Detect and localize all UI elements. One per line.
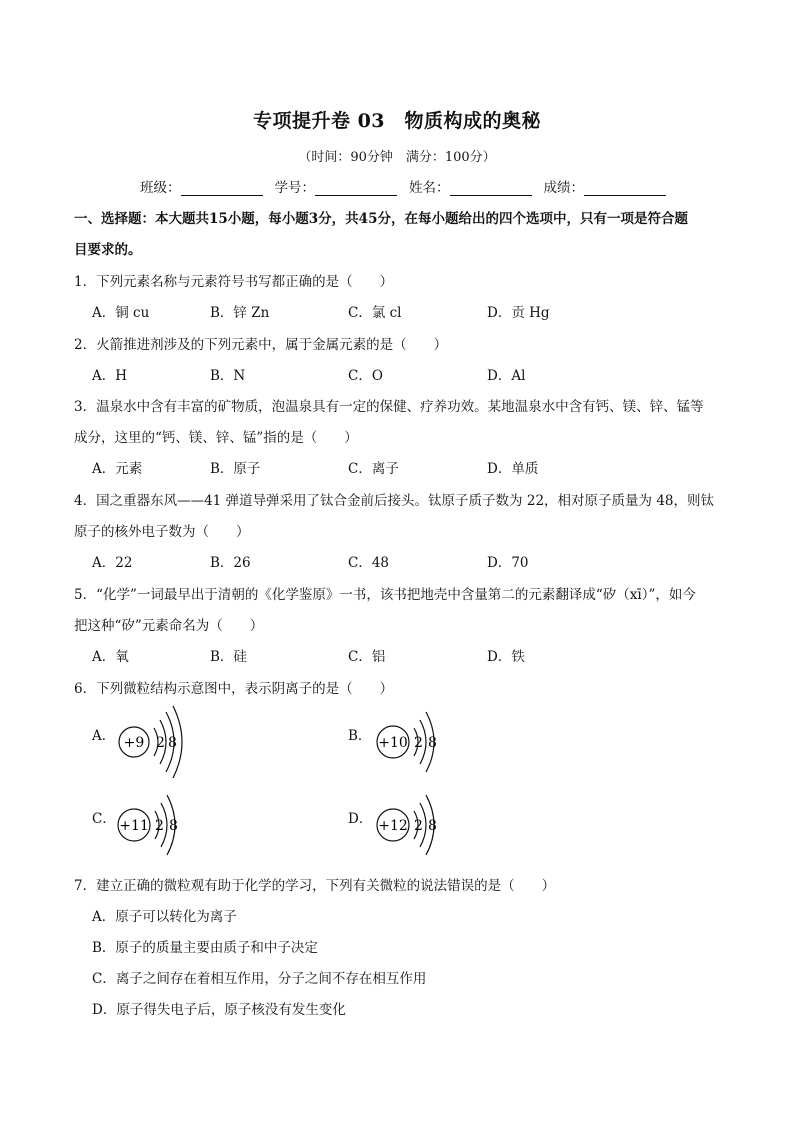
atom-diagram-a — [92, 706, 192, 778]
q2-option-c[interactable]: C．O — [348, 368, 383, 384]
question-4-line2: 原子的核外电子数为（ ） — [74, 524, 250, 540]
page-title: 专项提升卷 03 物质构成的奥秘 — [252, 110, 542, 132]
q2-option-d[interactable]: D．Al — [487, 368, 526, 384]
question-5-line2: 把这种“矽”元素命名为（ ） — [74, 618, 264, 634]
question-4-line1: 4．国之重器东风——41 弹道导弹采用了钛合金前后接头。钛原子质子数为 22，相对原子质量为 48，则钛 — [74, 493, 714, 509]
student-no-label: 学号： — [274, 180, 315, 196]
question-3-line2: 成分，这里的“钙、镁、锌、锰”指的是（ ） — [74, 430, 358, 446]
q3-option-c[interactable]: C．离子 — [348, 461, 399, 477]
electron-shell-2: 8 — [168, 735, 177, 751]
q6-option-c[interactable] — [92, 789, 202, 861]
electron-shell-1: 2 — [155, 818, 164, 834]
question-7: 7．建立正确的微粒观有助于化学的学习，下列有关微粒的说法错误的是（ ） — [74, 878, 556, 894]
nucleus-charge: +10 — [378, 735, 408, 751]
nucleus-charge: +9 — [123, 735, 145, 751]
q4-option-b[interactable]: B．26 — [210, 555, 251, 571]
q2-option-b[interactable]: B．N — [210, 368, 246, 384]
q4-option-a[interactable]: A．22 — [92, 555, 133, 571]
class-field — [140, 176, 269, 196]
electron-shell-2: 8 — [428, 818, 437, 834]
student-info-row — [140, 176, 672, 196]
q5-option-a[interactable]: A．氧 — [92, 649, 129, 665]
name-label: 姓名： — [409, 180, 450, 196]
q6-option-a-label: A． — [92, 728, 116, 744]
nucleus-charge: +11 — [119, 818, 149, 834]
q7-option-d[interactable]: D．原子得失电子后，原子核没有发生变化 — [92, 1002, 346, 1018]
q7-option-b[interactable]: B．原子的质量主要由质子和中子决定 — [92, 940, 318, 956]
section-heading-line2: 目要求的。 — [74, 242, 142, 258]
atom-diagram-c — [92, 789, 202, 861]
question-3-line1: 3．温泉水中含有丰富的矿物质，泡温泉具有一定的保健、疗养功效。某地温泉水中含有钙、镁、锌、锰等 — [74, 399, 704, 415]
score-blank[interactable] — [584, 180, 666, 196]
q1-option-c[interactable]: C．氯 cl — [348, 305, 402, 321]
student-no-field — [275, 176, 404, 196]
q2-option-a[interactable]: A．H — [92, 368, 128, 384]
q5-option-b[interactable]: B．硅 — [210, 649, 247, 665]
atom-diagram-b — [348, 706, 458, 778]
score-field — [544, 176, 673, 196]
q6-option-b-label: B． — [348, 728, 372, 744]
q3-option-a[interactable]: A．元素 — [92, 461, 143, 477]
electron-shell-1: 2 — [414, 818, 423, 834]
question-2: 2．火箭推进剂涉及的下列元素中，属于金属元素的是（ ） — [74, 337, 448, 353]
q1-option-b[interactable]: B．锌 Zn — [210, 305, 270, 321]
name-field — [409, 176, 538, 196]
question-6: 6．下列微粒结构示意图中，表示阴离子的是（ ） — [74, 681, 394, 697]
student-no-blank[interactable] — [315, 180, 397, 196]
q7-option-c[interactable]: C．离子之间存在着相互作用，分子之间不存在相互作用 — [92, 971, 427, 987]
q6-option-a[interactable] — [92, 706, 192, 778]
electron-shell-2: 8 — [169, 818, 178, 834]
q5-option-c[interactable]: C．铝 — [348, 649, 386, 665]
section-heading-line1: 一、选择题：本大题共15小题，每小题3分，共45分，在每小题给出的四个选项中，只有一项是符合题 — [74, 211, 688, 227]
q1-option-a[interactable]: A．铜 cu — [92, 305, 150, 321]
atom-diagram-d — [348, 789, 458, 861]
question-1: 1．下列元素名称与元素符号书写都正确的是（ ） — [74, 274, 394, 290]
electron-shell-2: 8 — [428, 735, 437, 751]
q4-option-d[interactable]: D．70 — [487, 555, 529, 571]
q5-option-d[interactable]: D．铁 — [487, 649, 525, 665]
q6-option-b[interactable] — [348, 706, 458, 778]
nucleus-charge: +12 — [378, 818, 408, 834]
q1-option-d[interactable]: D．贡 Hg — [487, 305, 550, 321]
q3-option-b[interactable]: B．原子 — [210, 461, 261, 477]
q6-option-d[interactable] — [348, 789, 458, 861]
exam-time-info: （时间：90分钟 满分：100分） — [298, 150, 496, 165]
electron-shell-1: 2 — [414, 735, 423, 751]
electron-shell-1: 2 — [156, 735, 165, 751]
q4-option-c[interactable]: C．48 — [348, 555, 390, 571]
q6-option-d-label: D． — [348, 811, 373, 827]
question-5-line1: 5．“化学”一词最早出于清朝的《化学鉴原》一书，该书把地壳中含量第二的元素翻译成“矽（xī）”，如今 — [74, 587, 696, 603]
class-blank[interactable] — [181, 180, 263, 196]
score-label: 成绩： — [543, 180, 584, 196]
class-label: 班级： — [140, 180, 181, 196]
q3-option-d[interactable]: D．单质 — [487, 461, 539, 477]
name-blank[interactable] — [450, 180, 532, 196]
q7-option-a[interactable]: A．原子可以转化为离子 — [92, 909, 237, 925]
q6-option-c-label: C． — [92, 811, 116, 827]
